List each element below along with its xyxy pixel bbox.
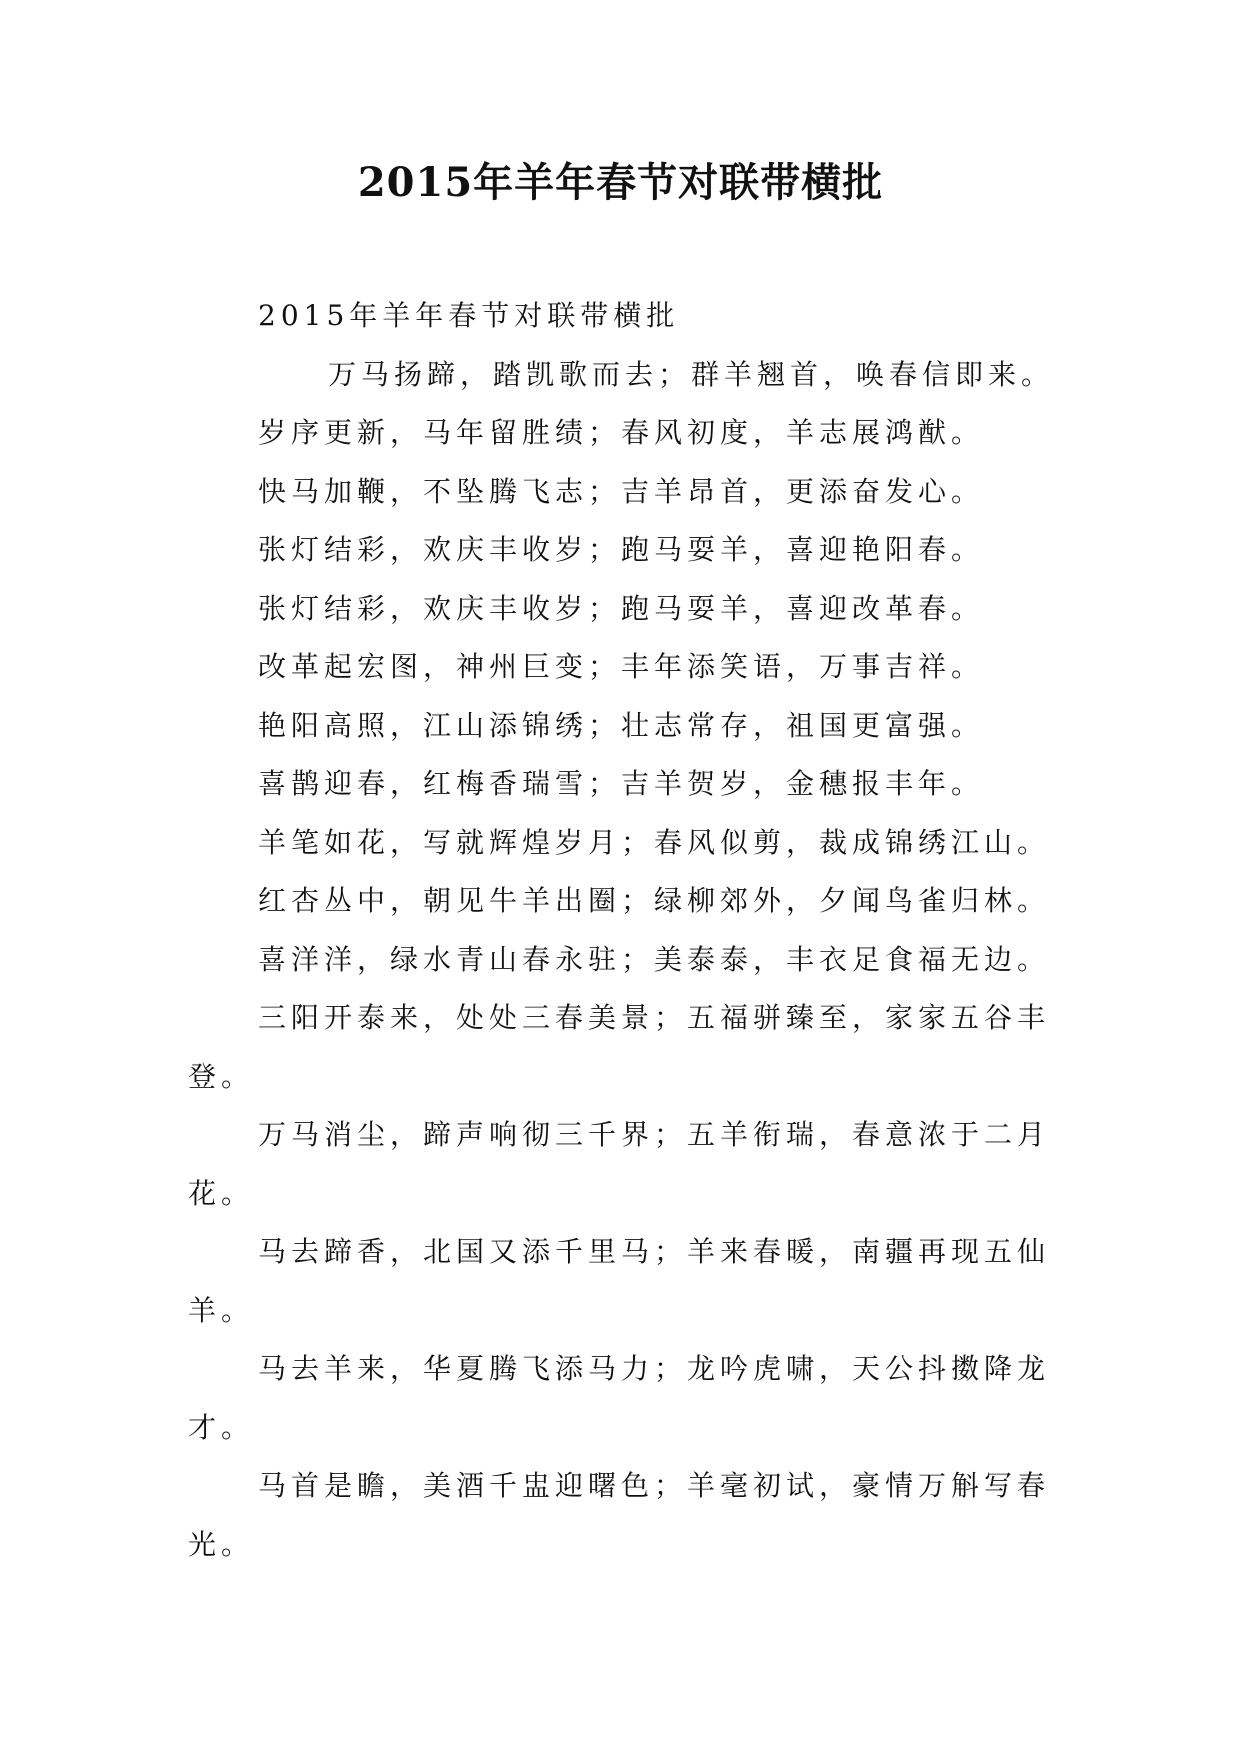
document-body (188, 287, 1055, 1574)
body-heading: 2015年羊年春节对联带横批 (258, 299, 680, 332)
couplet-line-wrap: 羊。 (188, 1293, 255, 1327)
couplet-line: 万马消尘，蹄声响彻三千界；五羊衔瑞，春意浓于二月 (258, 1118, 1051, 1151)
couplet-line: 马去羊来，华夏腾飞添马力；龙吟虎啸，天公抖擞降龙 (258, 1352, 1051, 1385)
couplet-line: 马首是瞻，美酒千盅迎曙色；羊毫初试，豪情万斛写春 (258, 1469, 1051, 1502)
document-title: 2015年羊年春节对联带横批 (357, 159, 884, 206)
couplet-line: 三阳开泰来，处处三春美景；五福骈臻至，家家五谷丰 (258, 1001, 1051, 1034)
couplet-line: 张灯结彩，欢庆丰收岁；跑马耍羊，喜迎改革春。 (258, 591, 985, 625)
couplet-line-wrap: 花。 (188, 1176, 255, 1210)
couplet-line-wrap: 光。 (188, 1527, 255, 1561)
couplet-line: 羊笔如花，写就辉煌岁月；春风似剪，裁成锦绣江山。 (258, 825, 1051, 859)
couplet-line: 张灯结彩，欢庆丰收岁；跑马耍羊，喜迎艳阳春。 (258, 533, 985, 566)
couplet-line: 万马扬蹄，踏凯歌而去；群羊翘首，唤春信即来。 (328, 357, 1055, 391)
couplet-line: 改革起宏图，神州巨变；丰年添笑语，万事吉祥。 (258, 650, 985, 683)
couplet-line: 红杏丛中，朝见牛羊出圈；绿柳郊外，夕闻鸟雀归林。 (258, 884, 1051, 917)
couplet-line: 喜洋洋，绿水青山春永驻；美泰泰，丰衣足食福无边。 (258, 942, 1051, 976)
couplet-line: 艳阳高照，江山添锦绣；壮志常存，祖国更富强。 (258, 708, 985, 742)
couplet-line-wrap: 才。 (188, 1410, 255, 1444)
couplet-line: 喜鹊迎春，红梅香瑞雪；吉羊贺岁，金穗报丰年。 (258, 767, 985, 800)
couplet-line-wrap: 登。 (188, 1059, 255, 1093)
couplet-line: 岁序更新，马年留胜绩；春风初度，羊志展鸿猷。 (258, 416, 985, 449)
couplet-line: 快马加鞭，不坠腾飞志；吉羊昂首，更添奋发心。 (258, 474, 985, 508)
couplet-line: 马去蹄香，北国又添千里马；羊来春暖，南疆再现五仙 (258, 1235, 1051, 1268)
